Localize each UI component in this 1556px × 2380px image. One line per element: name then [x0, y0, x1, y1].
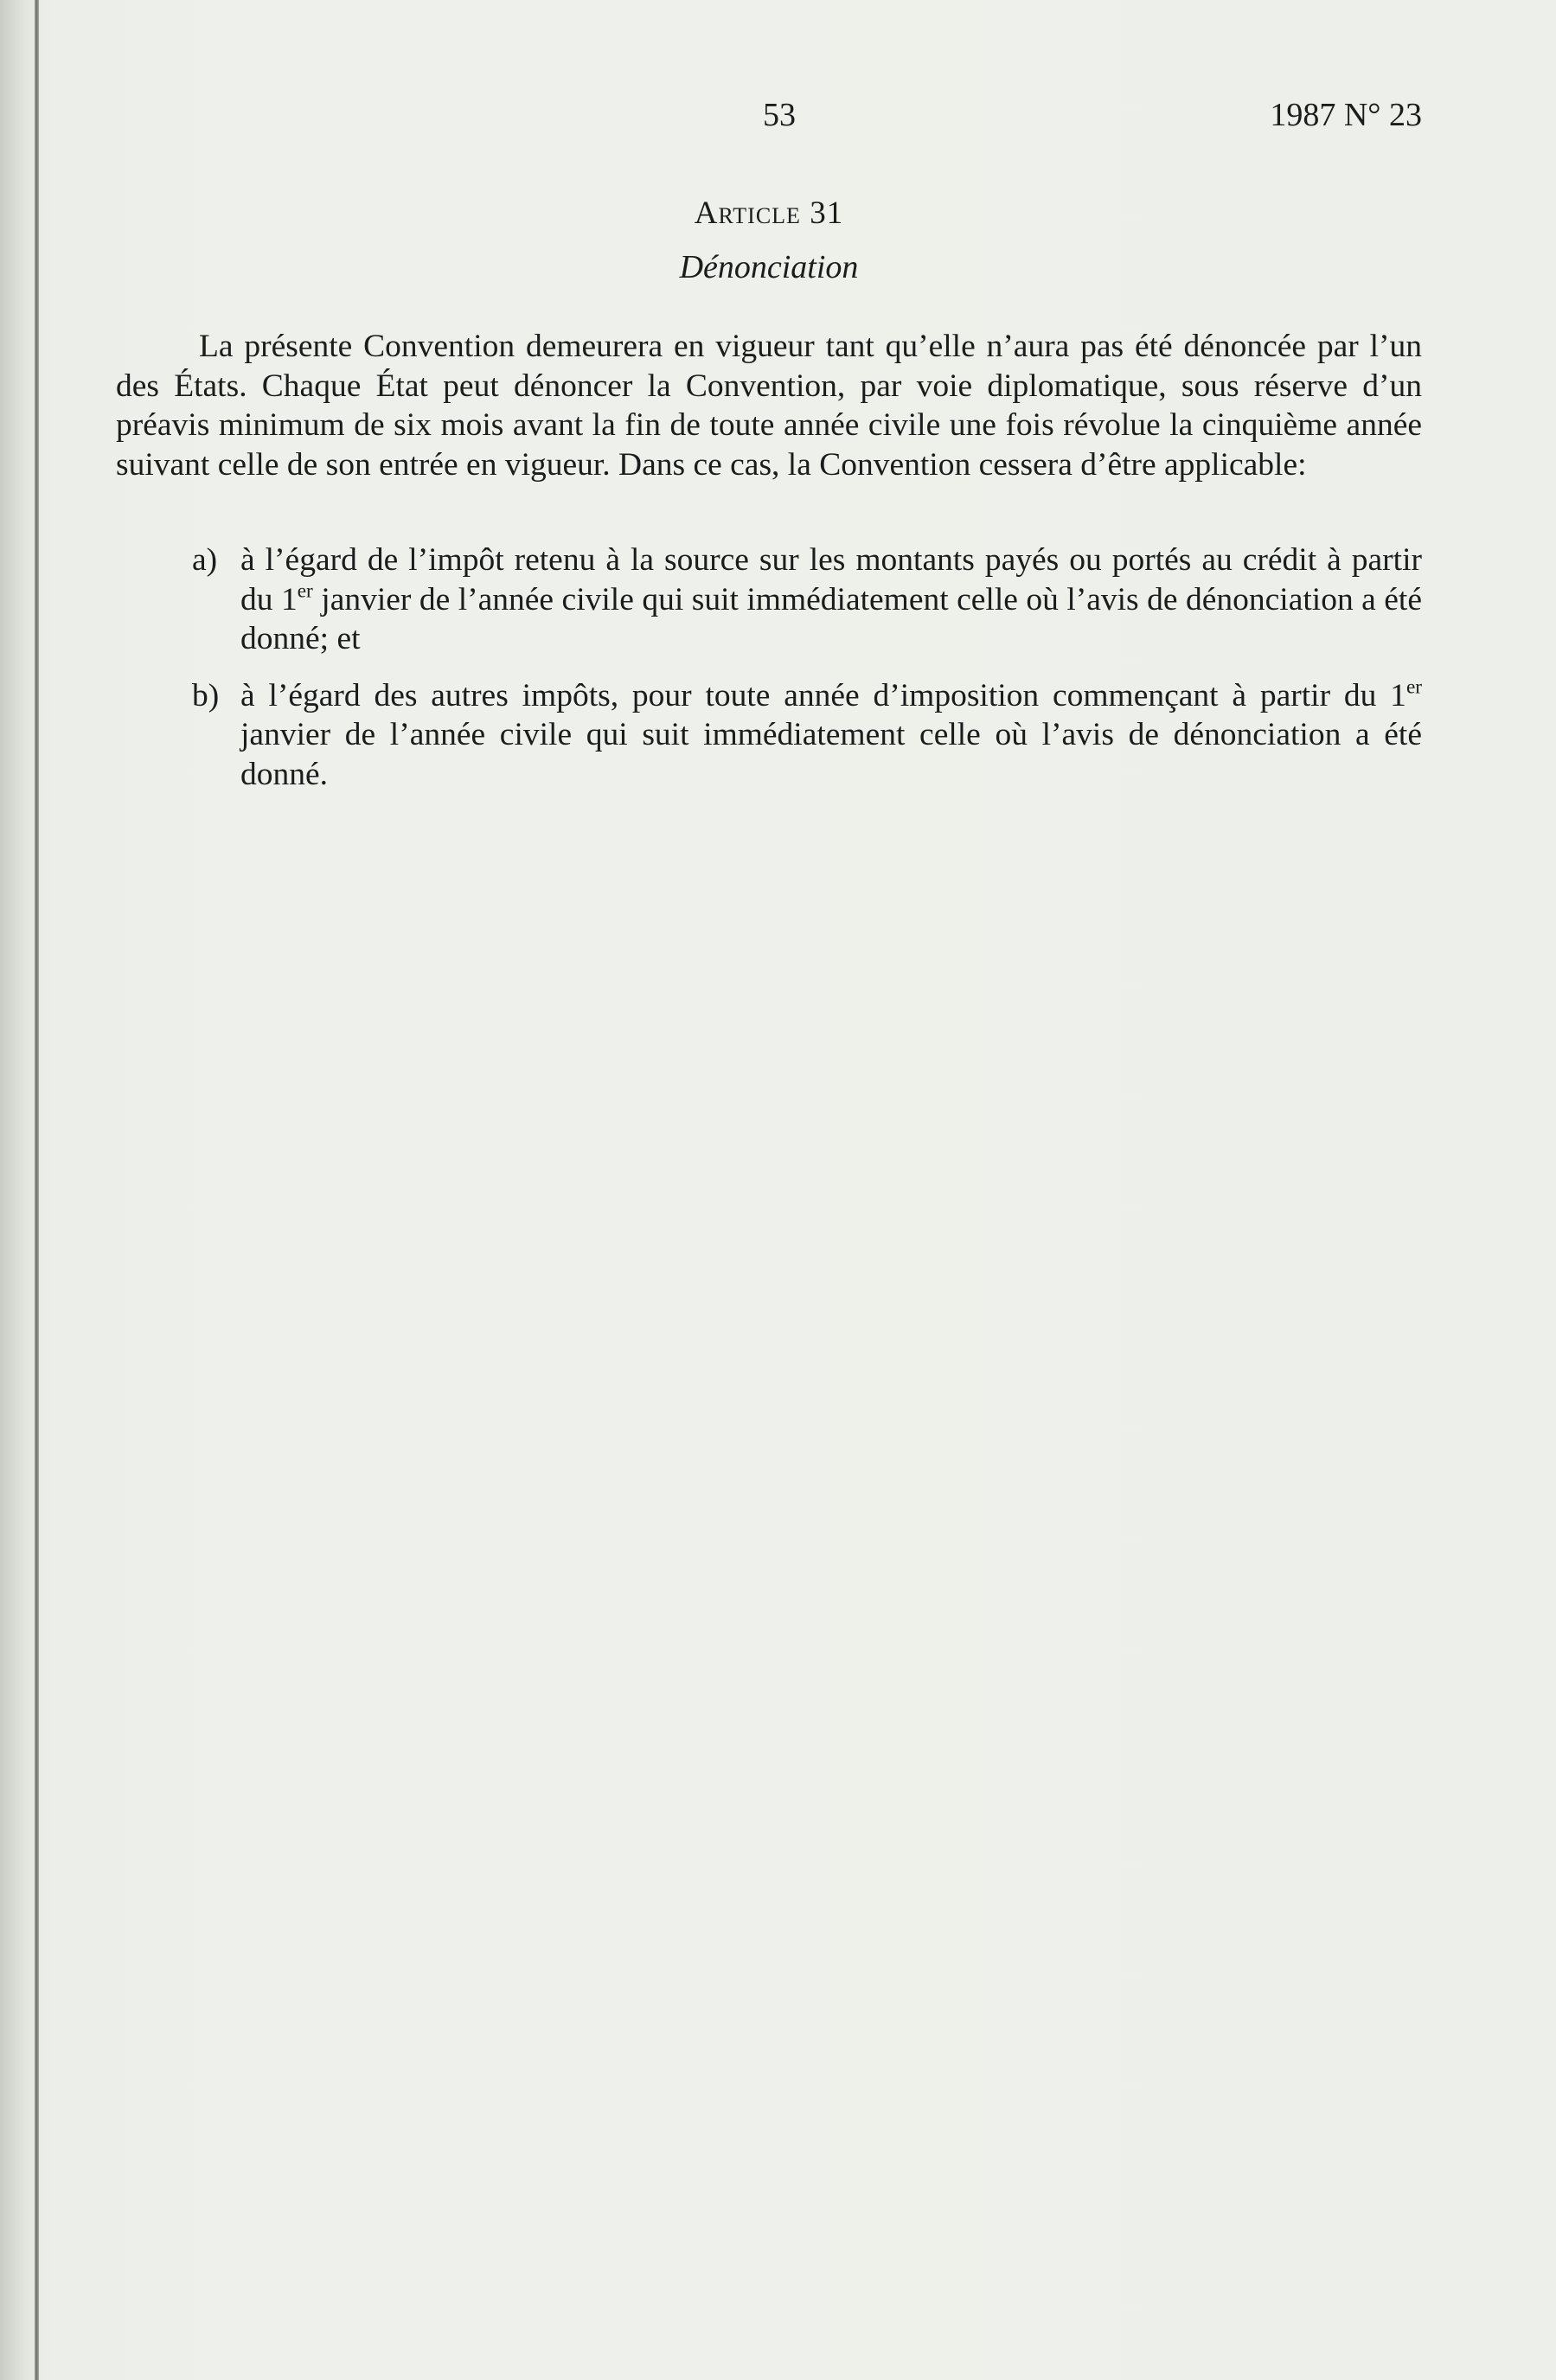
list-item-text-start: à l’égard des autres impôts, pour toute année d’imposition commençant à partir du 1 [240, 677, 1406, 713]
ordinal-superscript: er [297, 579, 313, 603]
page-header [116, 93, 1422, 137]
article-subtitle: Dénonciation [679, 249, 859, 285]
article-title: Article 31 [694, 195, 844, 231]
binding-edge [35, 0, 39, 2380]
article-body: La présente Convention demeurera en vigueur tant qu’elle n’aura pas été dénoncée par l’un des États. Chaque État peut dénoncer la Convention, par voie diplomatique, sous réserve d’un préavis minimum de six mois avant la fin de toute année civile une fois révolue la cinquième année suivant celle de son entrée en vigueur. Dans ce cas, la Convention cessera d’être applicable: [116, 329, 1422, 483]
binding-shadow [0, 0, 38, 2380]
page-number: 53 [763, 97, 796, 133]
document-reference: 1987 N° 23 [1270, 97, 1422, 133]
list-item [116, 541, 1422, 659]
list-item-text [240, 542, 1422, 656]
list-item [116, 676, 1422, 795]
ordinal-superscript: er [1406, 675, 1422, 699]
list-item-text-start: à l’égard de l’impôt retenu à la source sur les montants payés ou portés au crédit à partir du 1 [240, 542, 1422, 617]
list-item-text-end: janvier de l’année civile qui suit immédiatement celle où l’avis de dénonciation a été donné. [240, 717, 1422, 792]
list-item-marker: b) [192, 677, 220, 713]
provision-list [116, 541, 1422, 811]
list-item-marker: a) [192, 542, 218, 578]
list-item-text-end: janvier de l’année civile qui suit immédiatement celle où l’avis de dénonciation a été donné; et [240, 581, 1422, 656]
list-item-text [240, 675, 1422, 792]
